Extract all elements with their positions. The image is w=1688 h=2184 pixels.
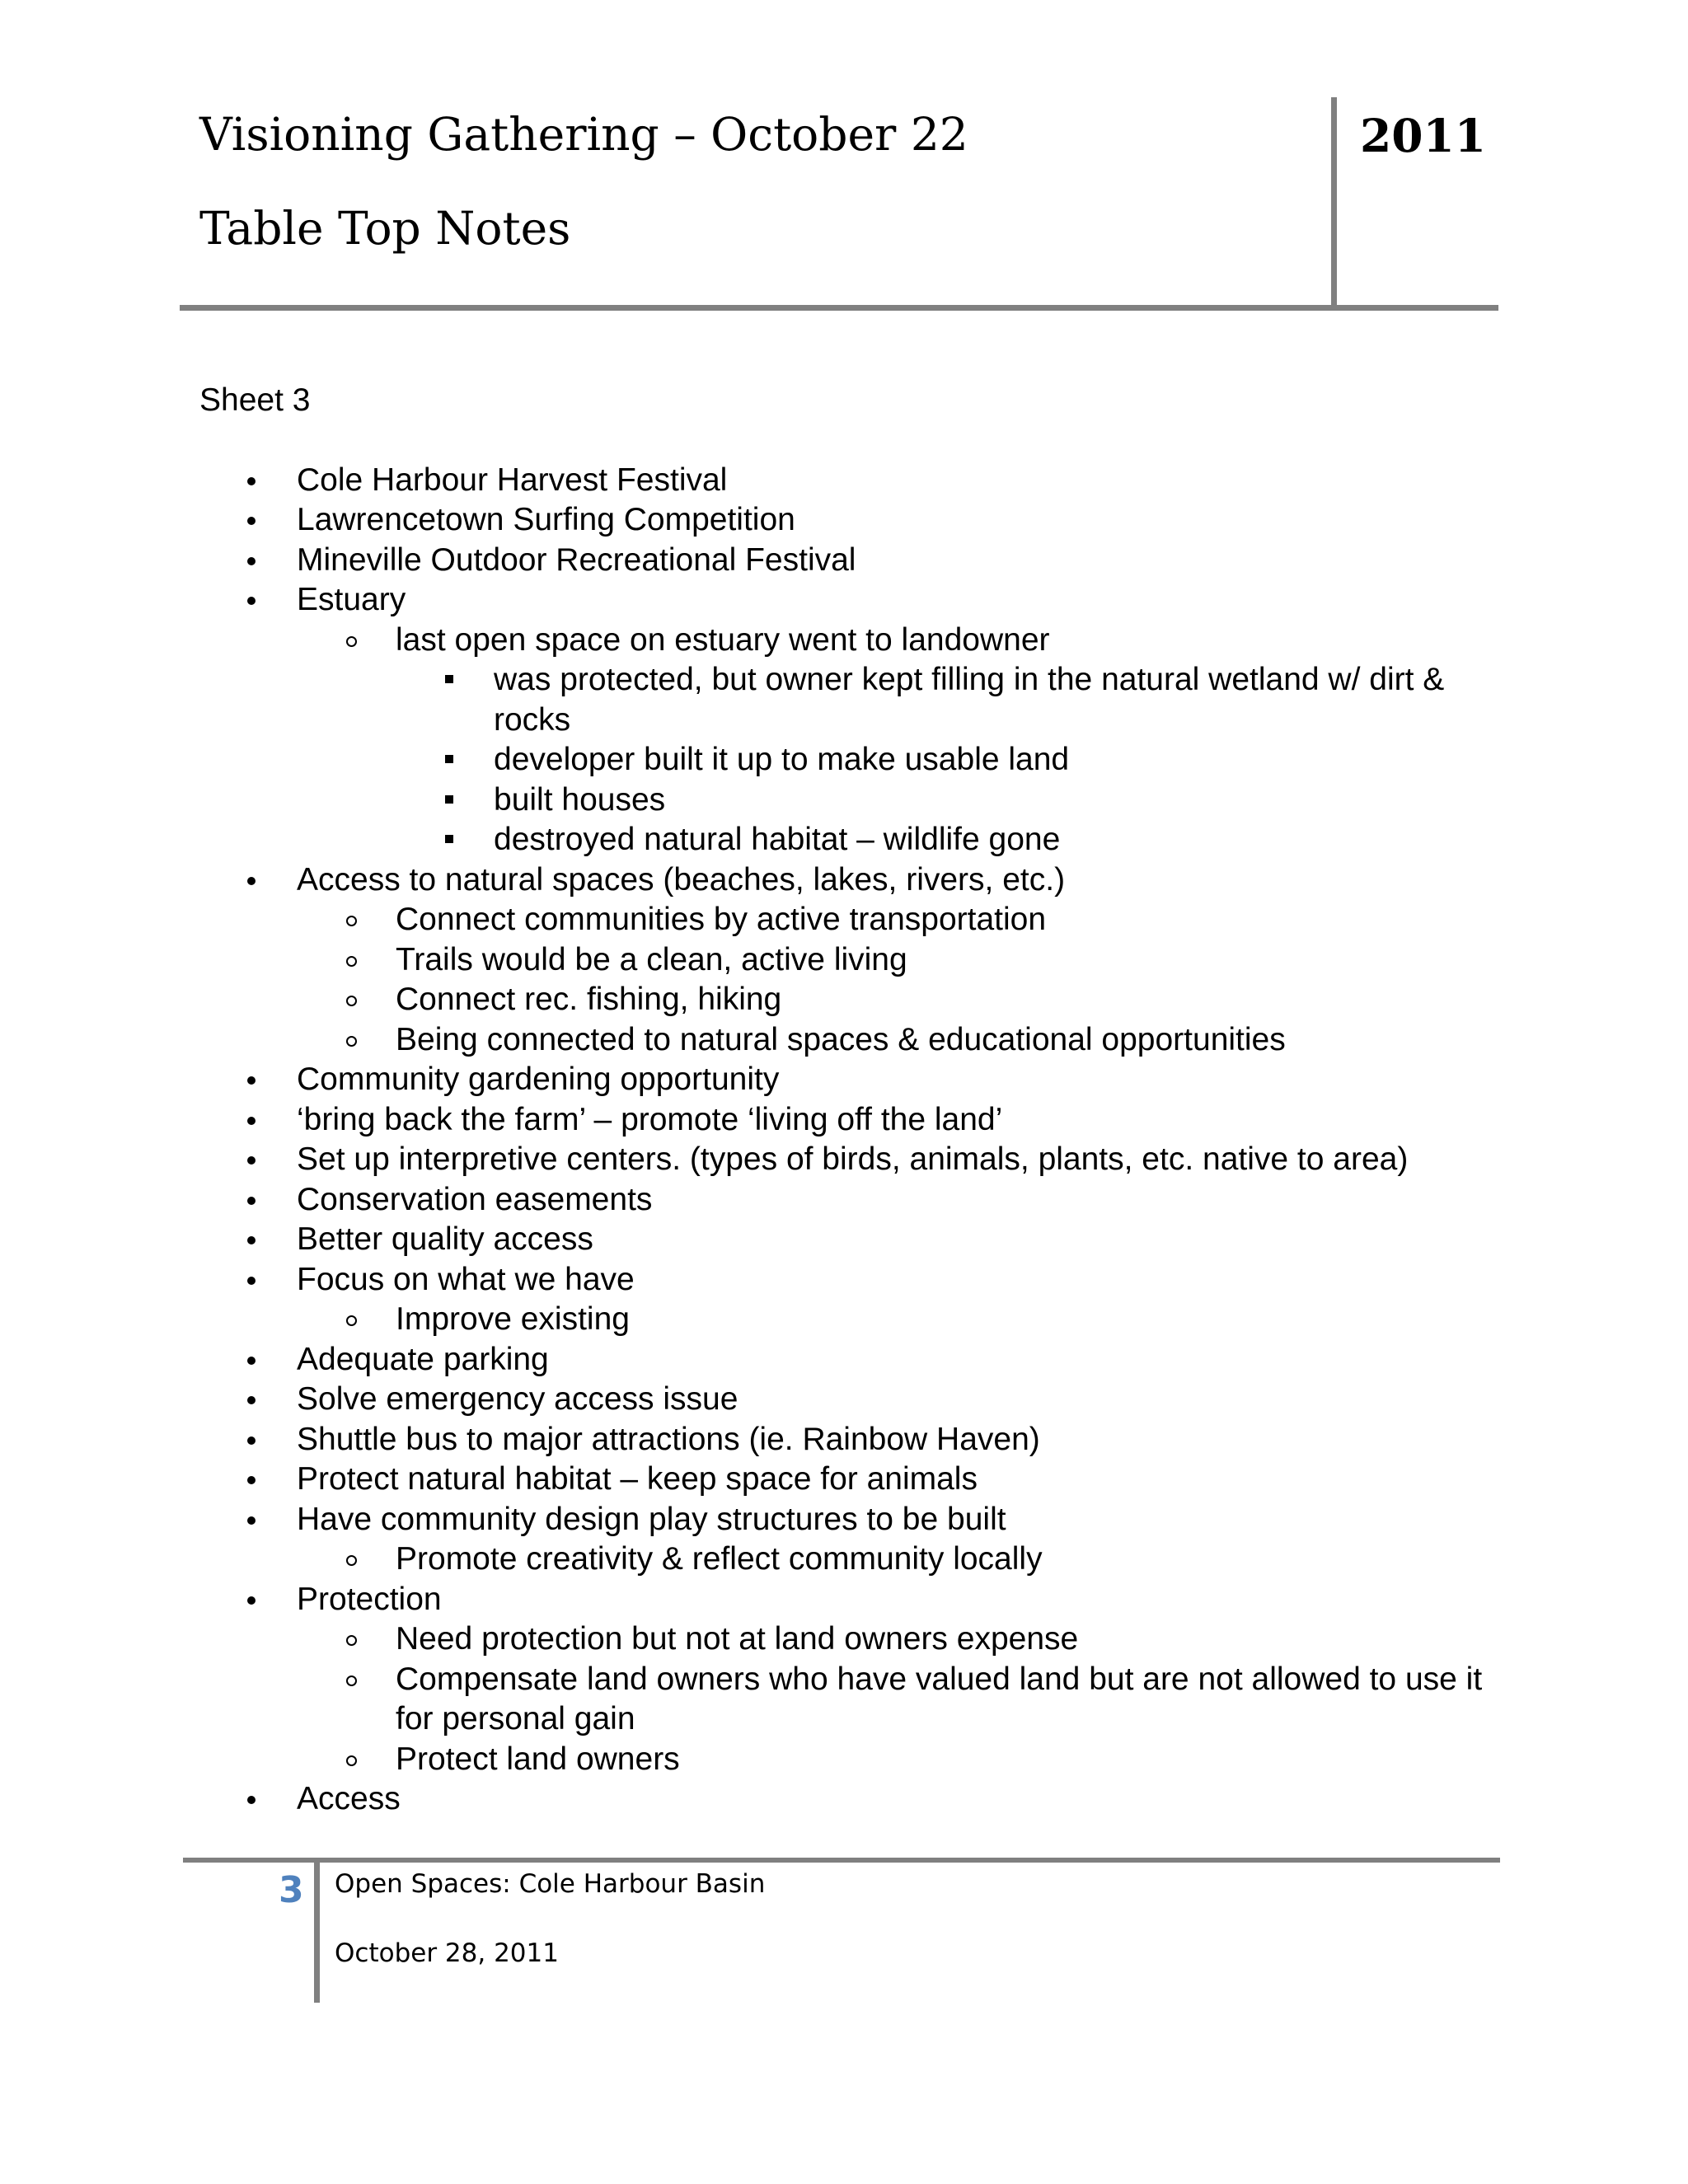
list-item-text: Protection: [297, 1581, 442, 1617]
list-item: [199, 900, 1502, 940]
bullet-disc-icon: [247, 1460, 256, 1484]
list-item-text: Access: [297, 1781, 401, 1816]
bullet-disc-icon: [247, 580, 256, 605]
list-item-text: Conservation easements: [297, 1181, 653, 1217]
bullet-disc-icon: [247, 1180, 256, 1205]
list-item-text: Mineville Outdoor Recreational Festival: [297, 541, 856, 578]
sheet-label: Sheet 3: [199, 382, 311, 418]
bullet-disc-icon: [247, 1580, 256, 1605]
bullet-disc-icon: [247, 1380, 256, 1404]
list-item-text: Being connected to natural spaces & educational opportunities: [396, 1021, 1286, 1057]
list-item: [199, 1260, 1502, 1301]
header-divider: [180, 305, 1498, 311]
list-item-text: Have community design play structures to be built: [297, 1501, 1006, 1537]
bullet-disc-icon: [247, 461, 256, 485]
bullet-disc-icon: [247, 1100, 256, 1125]
list-item: [199, 820, 1502, 860]
list-item: [199, 1779, 1502, 1820]
footer-date: October 28, 2011: [335, 1938, 559, 1968]
list-item-text: Estuary: [297, 582, 406, 617]
list-item-text: developer built it up to make usable land: [494, 742, 1070, 777]
bullet-square-icon: [445, 780, 453, 804]
list-item: [199, 1420, 1502, 1460]
list-item-text: Shuttle bus to major attractions (ie. Rainbow Haven): [297, 1421, 1040, 1457]
document-title: Visioning Gathering – October 22: [199, 108, 968, 161]
list-item: [199, 1460, 1502, 1500]
list-item: [199, 580, 1502, 621]
bullet-square-icon: [445, 740, 453, 763]
bullet-disc-icon: [247, 860, 256, 885]
list-item-text: Protect land owners: [396, 1741, 680, 1777]
list-item-text: Community gardening opportunity: [297, 1062, 780, 1097]
list-item-text: Compensate land owners who have valued land but are not allowed to use it for personal gain: [396, 1661, 1483, 1736]
list-item-text: Connect communities by active transportation: [396, 902, 1047, 937]
list-item: [199, 1020, 1502, 1061]
notes-list: [199, 461, 1502, 1820]
bullet-disc-icon: [247, 1140, 256, 1165]
document-subtitle: Table Top Notes: [199, 202, 571, 255]
list-item-text: Protect natural habitat – keep space for animals: [297, 1461, 978, 1497]
bullet-disc-icon: [247, 1340, 256, 1365]
header-vertical-divider: [1331, 97, 1337, 308]
list-item-text: Trails would be a clean, active living: [396, 941, 907, 977]
list-item-text: was protected, but owner kept filling in the natural wetland w/ dirt & rocks: [494, 662, 1445, 738]
list-item: [199, 1300, 1502, 1340]
bullet-circle-icon: [346, 1300, 357, 1326]
bullet-circle-icon: [346, 900, 357, 926]
bullet-disc-icon: [247, 1500, 256, 1525]
list-item: [199, 980, 1502, 1020]
header-year: 2011: [1360, 109, 1487, 162]
list-item-text: Adequate parking: [297, 1341, 549, 1377]
page-body: [199, 381, 1502, 1820]
list-item-text: Better quality access: [297, 1221, 593, 1257]
list-item-text: Promote creativity & reflect community locally: [396, 1541, 1043, 1577]
bullet-circle-icon: [346, 980, 357, 1006]
bullet-circle-icon: [346, 621, 357, 647]
list-item: [199, 1060, 1502, 1100]
list-item-text: Need protection but not at land owners expense: [396, 1621, 1079, 1657]
bullet-circle-icon: [346, 1740, 357, 1766]
list-item: [199, 1100, 1502, 1141]
list-item: [199, 1540, 1502, 1580]
bullet-circle-icon: [346, 1540, 357, 1566]
list-item-text: Focus on what we have: [297, 1261, 635, 1297]
bullet-disc-icon: [247, 541, 256, 565]
bullet-circle-icon: [346, 1619, 357, 1646]
list-item-text: last open space on estuary went to landowner: [396, 621, 1050, 658]
footer-divider: [183, 1858, 1500, 1863]
list-item-text: built houses: [494, 781, 666, 818]
list-item-text: Access to natural spaces (beaches, lakes, rivers, etc.): [297, 861, 1066, 898]
bullet-circle-icon: [346, 1020, 357, 1047]
bullet-disc-icon: [247, 1420, 256, 1445]
list-item-text: Connect rec. fishing, hiking: [396, 982, 782, 1017]
footer-vertical-divider: [314, 1858, 320, 2003]
bullet-square-icon: [445, 660, 453, 683]
list-item: [199, 1740, 1502, 1780]
list-item: [199, 780, 1502, 821]
list-item: [199, 1140, 1502, 1180]
list-item: [199, 740, 1502, 780]
bullet-disc-icon: [247, 1779, 256, 1804]
bullet-disc-icon: [247, 1260, 256, 1285]
bullet-disc-icon: [247, 1060, 256, 1085]
page-header: [180, 97, 1498, 312]
list-item: [199, 1380, 1502, 1420]
list-item: [199, 1660, 1502, 1740]
footer-document-name: Open Spaces: Cole Harbour Basin: [335, 1869, 766, 1899]
list-item-text: destroyed natural habitat – wildlife gone: [494, 822, 1061, 857]
list-item: [199, 1180, 1502, 1221]
list-item-text: ‘bring back the farm’ – promote ‘living off the land’: [297, 1101, 1003, 1137]
list-item: [199, 621, 1502, 661]
list-item: [199, 500, 1502, 541]
page-number: 3: [279, 1869, 304, 1911]
list-item: [199, 940, 1502, 981]
bullet-circle-icon: [346, 940, 357, 967]
list-item: [199, 1340, 1502, 1380]
list-item-text: Improve existing: [396, 1301, 630, 1337]
list-item-text: Lawrencetown Surfing Competition: [297, 502, 795, 537]
bullet-disc-icon: [247, 1220, 256, 1244]
list-item: [199, 1220, 1502, 1260]
list-item: [199, 1500, 1502, 1540]
list-item-text: Solve emergency access issue: [297, 1381, 738, 1417]
list-item: [199, 541, 1502, 581]
bullet-circle-icon: [346, 1660, 357, 1686]
list-item-text: Set up interpretive centers. (types of birds, animals, plants, etc. native to area): [297, 1141, 1409, 1177]
bullet-square-icon: [445, 820, 453, 843]
list-item: [199, 860, 1502, 901]
list-item: [199, 461, 1502, 501]
list-item: [199, 660, 1502, 740]
list-item: [199, 1619, 1502, 1660]
bullet-disc-icon: [247, 500, 256, 525]
list-item: [199, 1580, 1502, 1620]
list-item-text: Cole Harbour Harvest Festival: [297, 462, 728, 498]
